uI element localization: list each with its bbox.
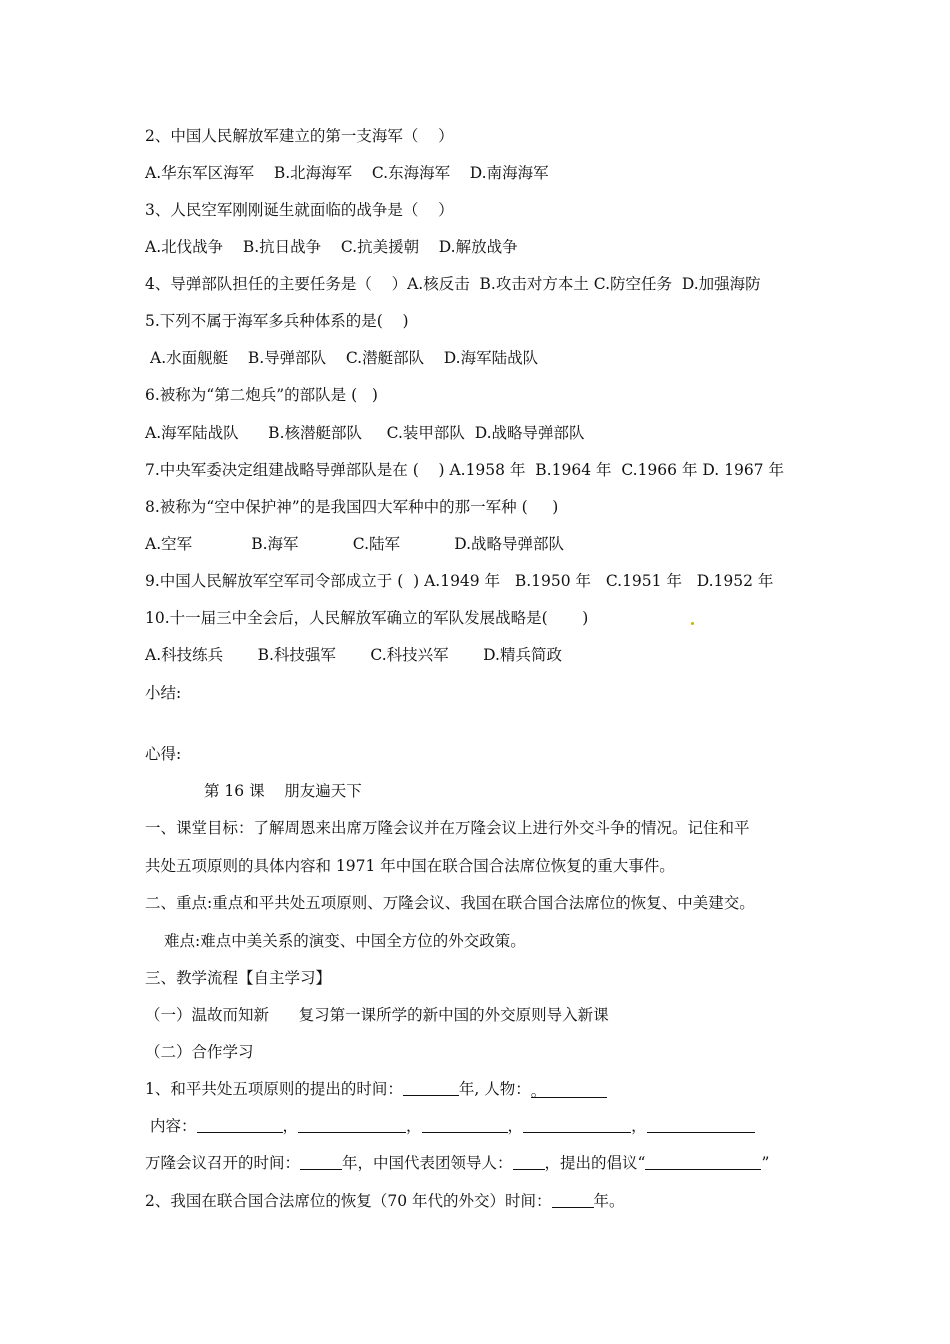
stray-dot	[691, 622, 694, 625]
question-5-options: A.水面舰艇 B.导弹部队 C.潜艇部队 D.海军陆战队	[150, 349, 539, 367]
blank-bandung-proposal[interactable]	[645, 1153, 761, 1170]
blank-content-5[interactable]	[647, 1116, 755, 1133]
blank-un-year[interactable]	[552, 1191, 594, 1208]
blank-bandung-leader[interactable]	[513, 1153, 545, 1170]
question-3-options: A.北伐战争 B.抗日战争 C.抗美援朝 D.解放战争	[145, 238, 518, 256]
blank-content-3[interactable]	[422, 1116, 508, 1133]
summary-label: 小结:	[145, 684, 182, 702]
question-4: 4、导弹部队担任的主要任务是（ ）A.核反击 B.攻击对方本土 C.防空任务 D.加强海防	[145, 275, 761, 293]
blank-person[interactable]: 。	[531, 1081, 607, 1098]
question-2: 2、中国人民解放军建立的第一支海军（ ）	[145, 127, 454, 145]
question-8-options: A.空军 B.海军 C.陆军 D.战略导弹部队	[145, 535, 564, 553]
goal-line-2: 共处五项原则的具体内容和 1971 年中国在联合国合法席位恢复的重大事件。	[145, 857, 675, 875]
blank-bandung-year[interactable]	[300, 1153, 342, 1170]
question-3: 3、人民空军刚刚诞生就面临的战争是（ ）	[145, 201, 454, 219]
goal-line-1: 一、课堂目标：了解周恩来出席万隆会议并在万隆会议上进行外交斗争的情况。记住和平	[145, 819, 750, 837]
lesson-title: 第 16 课 朋友遍天下	[204, 782, 362, 800]
blank-content-4[interactable]	[523, 1116, 631, 1133]
blank-year[interactable]	[403, 1079, 459, 1096]
fill-bandung: 万隆会议召开的时间： 年，中国代表团领导人： ，提出的倡议“ ”	[145, 1154, 770, 1172]
insight-label: 心得:	[145, 745, 182, 763]
question-5: 5.下列不属于海军多兵种体系的是( )	[145, 312, 409, 330]
blank-content-1[interactable]	[197, 1116, 283, 1133]
step-2: （二）合作学习	[145, 1043, 254, 1061]
process-heading: 三、教学流程【自主学习】	[145, 969, 332, 987]
blank-content-2[interactable]	[298, 1116, 406, 1133]
question-9: 9.中国人民解放军空军司令部成立于 ( ) A.1949 年 B.1950 年 C.1951 年 D.1952 年	[145, 572, 774, 590]
question-10: 10.十一届三中全会后，人民解放军确立的军队发展战略是( )	[145, 609, 589, 627]
question-6: 6.被称为“第二炮兵”的部队是 ( )	[145, 386, 378, 404]
question-7: 7.中央军委决定组建战略导弹部队是在 ( ) A.1958 年 B.1964 年 C.1966 年 D. 1967 年	[145, 461, 784, 479]
question-6-options: A.海军陆战队 B.核潜艇部队 C.装甲部队 D.战略导弹部队	[145, 424, 585, 442]
step-1: （一）温故而知新 复习第一课所学的新中国的外交原则导入新课	[145, 1006, 609, 1024]
question-8: 8.被称为“空中保护神”的是我国四大军种中的那一军种 ( )	[145, 498, 559, 516]
fill-principles-content: 内容： ， ， ， ，	[150, 1116, 755, 1136]
question-10-options: A.科技练兵 B.科技强军 C.科技兴军 D.精兵简政	[145, 646, 562, 664]
fill-un-seat: 2、我国在联合国合法席位的恢复（70 年代的外交）时间： 年。	[145, 1192, 625, 1210]
question-2-options: A.华东军区海军 B.北海海军 C.东海海军 D.南海海军	[145, 164, 549, 182]
fill-principles-time: 1、和平共处五项原则的提出的时间： 年, 人物：。	[145, 1079, 607, 1099]
key-points: 二、重点:重点和平共处五项原则、万隆会议、我国在联合国合法席位的恢复、中美建交。	[145, 894, 755, 912]
difficult-points: 难点:难点中美关系的演变、中国全方位的外交政策。	[164, 932, 526, 950]
